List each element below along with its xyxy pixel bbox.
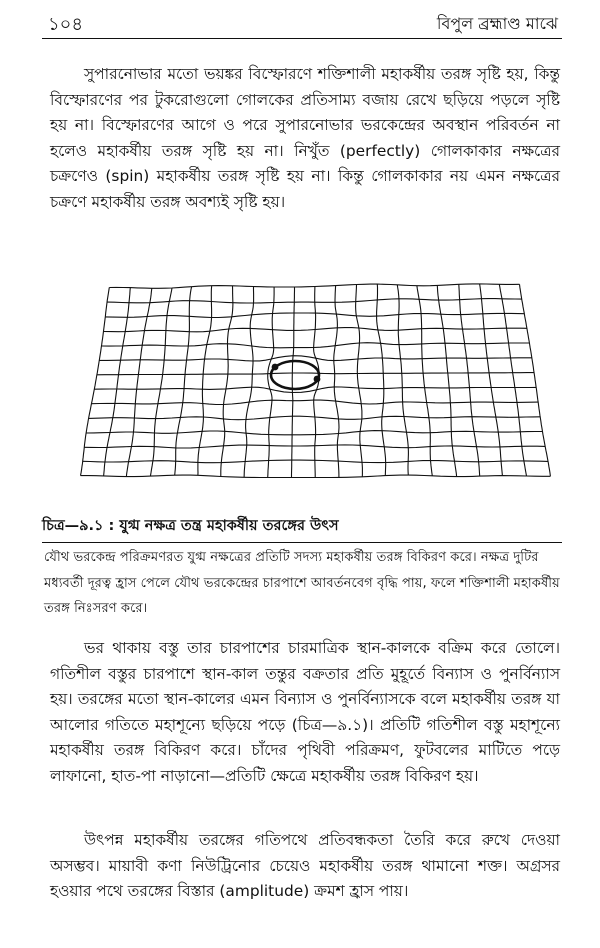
star-b-dot bbox=[314, 376, 321, 383]
figure-caption-text: যৌথ ভরকেন্দ্র পরিক্রমণরত যুগ্ম নক্ষত্রের প্রতিটি সদস্য মহাকর্ষীয় তরঙ্গ বিকিরণ করে। নক্ষত্র দুটির মধ্যবর্তী দূরত্ব হ্রাস পেলে যৌথ ভরকেন্দ্রের চারপাশে আবর্তনবেগ বৃদ্ধি পায়, ফলে শক্তিশালী মহাকর্ষীয় তরঙ্গ নিঃসরণ করে। bbox=[44, 550, 560, 616]
grid-line-vertical bbox=[175, 287, 192, 476]
grid-line-vertical bbox=[459, 284, 480, 476]
grid-line-vertical bbox=[356, 285, 363, 477]
figure-caption-title: চিত্র—৯.১ : যুগ্ম নক্ষত্র তন্ত্র মহাকর্ষীয় তরঙ্গের উৎস bbox=[42, 518, 339, 534]
running-head: বিপুল ব্রহ্মাণ্ড মাঝে bbox=[436, 14, 558, 33]
caption-divider bbox=[42, 542, 562, 543]
paragraph-spacetime: ভর থাকায় বস্তু তার চারপাশের চারমাত্রিক স্থান-কালকে বক্রিম করে তোলে। গতিশীল বস্তুর চারপাশে স্থান-কাল তন্তুর বক্রতার প্রতি মুহূর্তে বিন্যাস ও পুনর্বিন্যাস হয়। তরঙ্গের মতো স্থান-কালের এমন বিন্যাস ও পুনর্বিন্যাসকে বলে মহাকর্ষীয় তরঙ্গ যা আলোর গতিতে মহাশূন্যে ছড়িয়ে পড়ে (চিত্র—৯.১)। প্রতিটি গতিশীল বস্তু মহাশূন্যে মহাকর্ষীয় তরঙ্গ বিকিরণ করে। চাঁদের পৃথিবী পরিক্রমণ, ফুটবলের মাটিতে পড়ে লাফানো, হাত-পা নাড়ানো—প্রতিটি ক্ষেত্রে মহাকর্ষীয় তরঙ্গ বিকিরণ হয়। bbox=[50, 639, 560, 785]
page-header bbox=[42, 8, 562, 39]
paragraph-propagation: উৎপন্ন মহাকর্ষীয় তরঙ্গের গতিপথে প্রতিবন্ধকতা তৈরি করে রুখে দেওয়া অসম্ভব। মায়াবী কণা নিউট্রিনোর চেয়েও মহাকর্ষীয় তরঙ্গ থামানো শক্ত। অগ্রসর হওয়ার পথে তরঙ্গের বিস্তার (amplitude) ক্রমশ হ্রাস পায়। bbox=[50, 831, 560, 901]
grid-line-vertical bbox=[520, 284, 551, 476]
grid-line-vertical bbox=[397, 285, 408, 475]
spacetime-grid-figure bbox=[80, 280, 560, 492]
star-a-dot bbox=[272, 364, 279, 371]
paragraph-supernova: সুপারনোভার মতো ভয়ঙ্কর বিস্ফোরণে শক্তিশালী মহাকর্ষীয় তরঙ্গ সৃষ্টি হয়, কিন্তু বিস্ফোরণের পর টুকরোগুলো গোলকের প্রতিসাম্য বজায় রেখে ছড়িয়ে পড়লে সৃষ্টি হয় না। বিস্ফোরণের আগে ও পরে সুপারনোভার ভরকেন্দ্রের অবস্থান পরিবর্তন না হলেও মহাকর্ষীয় তরঙ্গ সৃষ্টি হয় না। নিখুঁত (perfectly) গোলকাকার নক্ষত্রের চক্রণেও (spin) মহাকর্ষীয় তরঙ্গ সৃষ্টি হয় না। কিন্তু গোলকাকার নয় এমন নক্ষত্রের চক্রণে মহাকর্ষীয় তরঙ্গ অবশ্যই সৃষ্টি হয়। bbox=[50, 65, 560, 211]
spacetime-grid-illustration bbox=[80, 280, 560, 492]
grid-line-vertical bbox=[221, 286, 233, 477]
grid-line-vertical bbox=[292, 287, 295, 478]
binary-orbit-ellipse bbox=[271, 361, 319, 389]
page-number: ১০৪ bbox=[48, 14, 84, 35]
